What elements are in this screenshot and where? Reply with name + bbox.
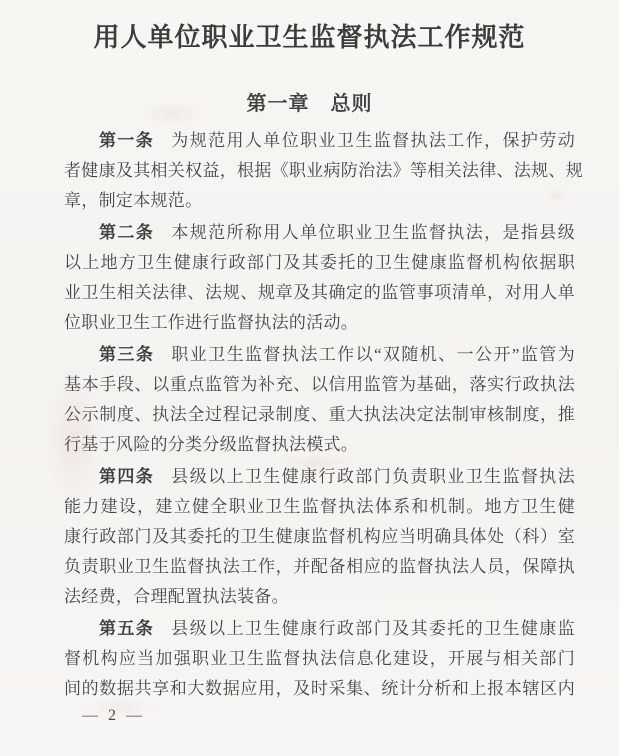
text-run: 本规范所称用人单位职业卫生监督执法，是指县级: [170, 223, 575, 242]
article-number: 第三条: [99, 345, 155, 364]
text-line: 公示制度、执法全过程记录制度、重大执法决定法制审核制度，推: [64, 405, 575, 424]
text-run: 职业卫生监督执法工作以“双随机、一公开”监管为: [170, 345, 575, 364]
text-line: [64, 340, 575, 370]
article-number: 第四条: [99, 467, 155, 486]
text-run: 县级以上卫生健康行政部门及其委托的卫生健康监: [170, 619, 575, 638]
article-paragraph: [64, 462, 575, 612]
text-line: 章，制定本规范。: [64, 191, 203, 210]
text-line: 者健康及其相关权益，根据《职业病防治法》等相关法律、法规、规: [64, 161, 583, 180]
text-line: 法经费，合理配置执法装备。: [64, 587, 289, 606]
text-run: 为规范用人单位职业卫生监督执法工作，保护劳动: [170, 131, 575, 150]
text-line: 基本手段、以重点监管为补充、以信用监管为基础，落实行政执法: [64, 375, 575, 394]
text-line: 业卫生相关法律、法规、规章及其确定的监管事项清单，对用人单: [64, 283, 575, 302]
text-line: [64, 462, 575, 492]
article-paragraph: [64, 614, 575, 704]
article-number: 第五条: [99, 619, 155, 638]
text-line: [64, 218, 575, 248]
text-line: 位职业卫生工作进行监督执法的活动。: [64, 313, 359, 332]
document-body: [64, 126, 583, 704]
article-paragraph: [64, 218, 575, 338]
document-title: 用人单位职业卫生监督执法工作规范: [93, 23, 526, 52]
text-line: 以上地方卫生健康行政部门及其委托的卫生健康监督机构依据职: [64, 253, 575, 272]
text-line: 负责职业卫生监督执法工作，并配备相应的监督执法人员，保障执: [64, 557, 575, 576]
text-line: 康行政部门及其委托的卫生健康监督机构应当明确具体处（科）室: [64, 527, 575, 546]
text-line: 督机构应当加强职业卫生监督执法信息化建设，开展与相关部门: [64, 649, 575, 668]
chapter-heading: 第一章 总则: [246, 93, 373, 115]
text-line: 间的数据共享和大数据应用，及时采集、统计分析和上报本辖区内: [64, 679, 575, 698]
page-number: — 2 —: [82, 707, 145, 724]
text-line: [64, 614, 575, 644]
text-run: 县级以上卫生健康行政部门负责职业卫生监督执法: [170, 467, 575, 486]
text-line: [64, 126, 575, 156]
article-paragraph: [64, 340, 575, 460]
text-line: 行基于风险的分类分级监督执法模式。: [64, 435, 359, 454]
article-number: 第二条: [99, 223, 155, 242]
article-number: 第一条: [99, 131, 155, 150]
article-paragraph: [64, 126, 583, 216]
text-line: 能力建设，建立健全职业卫生监督执法体系和机制。地方卫生健: [64, 497, 575, 516]
